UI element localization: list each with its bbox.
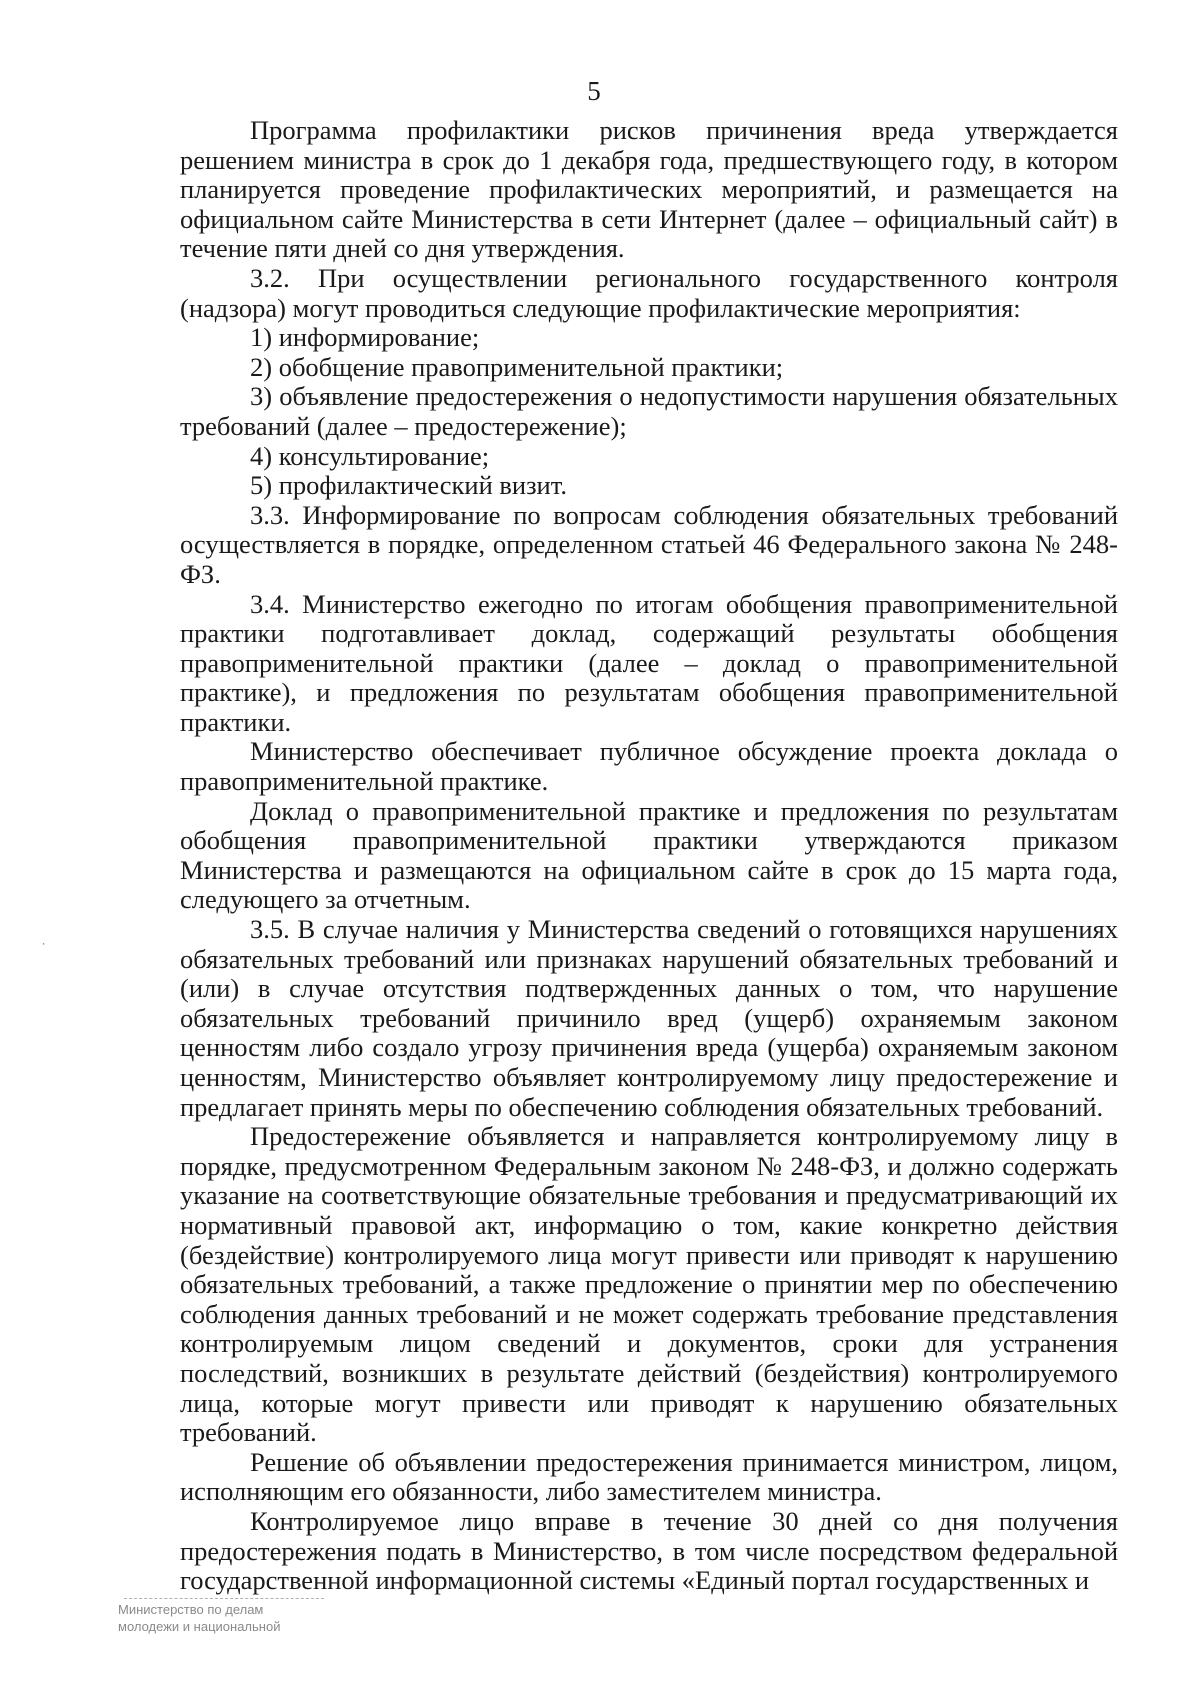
list-item-warning: 3) объявление предостережения о недопустимости нарушения обязательных требований (далее – предостережение);	[180, 381, 1118, 441]
body-text	[180, 116, 1118, 1596]
list-item-preventive-visit: 5) профилактический визит.	[250, 470, 567, 501]
paragraph-3-5: 3.5. В случае наличия у Министерства сведений о готовящихся нарушениях обязательных требований или признаках нарушений обязательных требований и (или) в случае отсутствия подтвержденных данных о том, что нарушение обязательных требований причинило вред (ущерб) охраняемым законом ценностям либо создало угрозу причинения вреда (ущерба) охраняемым законом ценностям, Министерство объявляет контролируемому лицу предостережение и предлагает принять меры по обеспечению соблюдения обязательных требований.	[180, 914, 1118, 1122]
paragraph-warning-content: Предостережение объявляется и направляется контролируемому лицу в порядке, предусмотренном Федеральным законом № 248-ФЗ, и должно содержать указание на соответствующие обязательные требования и предусматривающий их нормативный правовой акт, информацию о том, какие конкретно действия (бездействие) контролируемого лица могут привести или приводят к нарушению обязательных требований, а также предложение о принятии мер по обеспечению соблюдения данных требований и не может содержать требование представления контролируемым лицом сведений и документов, сроки для устранения последствий, возникших в результате действий (бездействия) контролируемого лица, которые могут привести или приводят к нарушению обязательных требований.	[180, 1121, 1118, 1448]
paragraph-warning-decision: Решение об объявлении предостережения принимается министром, лицом, исполняющим его обязанности, либо заместителем министра.	[180, 1446, 1118, 1507]
paragraph-report-approval: Доклад о правоприменительной практике и предложения по результатам обобщения правоприменительной практики утверждаются приказом Министерства и размещаются на официальном сайте в срок до 15 марта года, следующего за отчетным.	[180, 795, 1118, 915]
paragraph-public-discussion: Министерство обеспечивает публичное обсуждение проекта доклада о правоприменительной практике.	[180, 736, 1118, 797]
stamp-line-2: молодежи и национальной	[118, 1619, 281, 1634]
ministry-stamp	[118, 1598, 338, 1635]
paragraph-objection: Контролируемое лицо вправе в течение 30 дней со дня получения предостережения подать в Министерство, в том числе посредством федеральной государственной информационной системы «Единый портал государственных и	[180, 1505, 1118, 1596]
paragraph-program-approval: Программа профилактики рисков причинения вреда утверждается решением министра в срок до 1 декабря года, предшествующего году, в котором планируется проведение профилактических мероприятий, и размещается на официальном сайте Министерства в сети Интернет (далее – официальный сайт) в течение пяти дней со дня утверждения.	[180, 115, 1118, 264]
paragraph-3-4: 3.4. Министерство ежегодно по итогам обобщения правоприменительной практики подготавливает доклад, содержащий результаты обобщения правоприменительной практики (далее – доклад о правоприменительной практике), и предложения по результатам обобщения правоприменительной практики.	[180, 588, 1118, 737]
stamp-rule	[124, 1598, 324, 1599]
paragraph-3-3: 3.3. Информирование по вопросам соблюдения обязательных требований осуществляется в порядке, определенном статьей 46 Федерального закона № 248-ФЗ.	[180, 499, 1118, 589]
stamp-line-1: Министерство по делам	[118, 1602, 264, 1617]
list-item-consulting: 4) консультирование;	[250, 440, 490, 471]
list-item-informing: 1) информирование;	[250, 322, 480, 353]
scan-speck: ⸳	[42, 935, 46, 949]
paragraph-3-2: 3.2. При осуществлении регионального государственного контроля (надзора) могут проводиться следующие профилактические мероприятия:	[180, 262, 1118, 323]
page-number: 5	[587, 76, 601, 106]
list-item-generalization: 2) обобщение правоприменительной практики;	[250, 351, 784, 382]
